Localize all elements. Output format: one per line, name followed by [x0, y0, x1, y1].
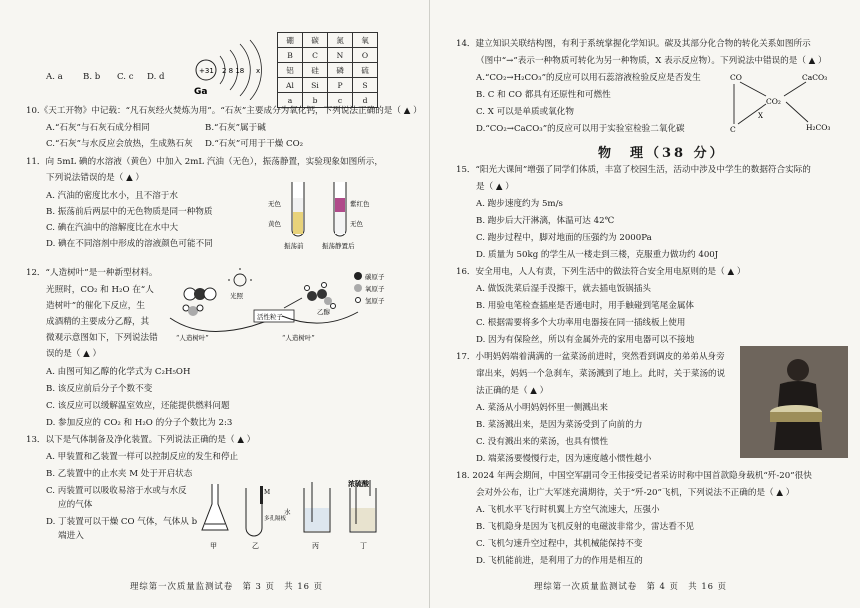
label-purple: 紫红色: [350, 200, 370, 208]
q13-option-d-1: D. 丁装置可以干燥 CO 气体，气体从 b: [46, 517, 198, 527]
physics-section-title: 物 理（38 分）: [598, 146, 726, 161]
q13-option-d-2: 端进入: [58, 531, 84, 541]
gallium-atom-diagram: [180, 30, 270, 100]
label-yi: 乙: [252, 542, 259, 550]
q15-line-1: 15．“阳光大课间”增强了同学们体质，丰富了校园生活，活动中涉及中学生的数据符合实际的: [456, 165, 811, 175]
ga-outer: x: [256, 67, 261, 75]
q11-option-c: C. 碘在汽油中的溶解度比在水中大: [46, 223, 179, 233]
q14-line-1: 14．建立知识关联结构图，有利于系统掌握化学知识。碳及其部分化合物的转化关系如图所示: [456, 39, 811, 49]
legend-oxygen: 氧原子: [365, 285, 385, 293]
q11-stem-2: 下列说法错误的是（ ▲ ）: [46, 173, 145, 183]
q15-option-d: D. 质量为 50kg 的学生从一楼走到三楼，克服重力做功约 400J: [476, 250, 719, 260]
ga-symbol: Ga: [194, 87, 208, 97]
q14-option-b: B. C 和 CO 都具有还原性和可燃性: [476, 90, 611, 100]
q17-option-b: B. 菜汤溅出来，是因为菜汤受到了向前的力: [476, 420, 643, 430]
q10-option-d: D.“石灰”可用于干燥 CO₂: [205, 139, 304, 149]
q12-line-2: 光照时，CO₂ 和 H₂O 在“人: [46, 285, 154, 295]
q10-option-c: C.“石灰”与水反应会放热，生成熟石灰: [46, 139, 193, 149]
q18-option-c: C. 飞机匀速升空过程中，其机械能保持不变: [476, 539, 643, 549]
ga-nucleus: +31: [199, 67, 214, 75]
q12-line-6: 误的是（ ▲ ）: [46, 349, 102, 359]
q12-option-c: C. 该反应可以缓解温室效应，还能提供燃料问题: [46, 401, 230, 411]
q11-option-b: B. 振荡前后两层中的无色物质是同一种物质: [46, 207, 213, 217]
label-yellow: 黄色: [268, 220, 281, 228]
ga-shells: 2 8 18: [222, 67, 245, 75]
q13-option-a: A. 甲装置和乙装置一样可以控制反应的发生和停止: [46, 452, 239, 462]
q11-stem-1: 11．向 5mL 碘的水溶液（黄色）中加入 2mL 汽油（无色），振荡静置，实验现象如图所示，: [26, 157, 383, 167]
ethanol-label: 乙醇: [317, 308, 330, 316]
q17-option-d: D. 端菜汤要慢慢行走，因为速度越小惯性越小: [476, 454, 652, 464]
node-co2: CO₂: [766, 97, 781, 106]
q11-test-tubes: [262, 180, 382, 250]
legend-hydrogen: 氢原子: [365, 297, 385, 305]
q15-option-b: B. 跑步后大汗淋漓，体温可达 42℃: [476, 216, 615, 226]
q12-option-b: B. 该反应前后分子个数不变: [46, 384, 153, 394]
q12-line-3: 造树叶”的催化下反应，生: [46, 301, 145, 311]
label-acid: 浓硫酸: [348, 479, 369, 488]
q16-option-b: B. 用验电笔检查插座是否通电时，用手触碰到笔尾金属体: [476, 301, 695, 311]
node-x: X: [758, 112, 763, 120]
q18-line-1: 18. 2024 年两会期间，中国空军副司令王伟接受记者采访时称中国首款隐身载机“歼-20”很快: [456, 471, 812, 481]
label-after: 振荡静置后: [322, 242, 355, 250]
q12-line-4: 成酒精的主要成分乙醇，其: [46, 317, 150, 327]
q14-line-2: （图中“→”表示一种物质可转化为另一种物质，X 表示反应物）。下列说法中错误的是（ ▲ ）: [476, 56, 827, 66]
q17-line-3: 法正确的是（ ▲ ）: [476, 386, 549, 396]
light-label: 光照: [230, 292, 243, 300]
q15-line-2: 是（ ▲ ）: [476, 182, 514, 192]
q13-option-b: B. 乙装置中的止水夹 M 处于开启状态: [46, 469, 193, 479]
q9-option-a: A. a: [46, 72, 63, 82]
q13-option-c-1: C. 丙装置可以吸收易溶于水或与水反: [46, 486, 187, 496]
q10-stem: 10.《天工开物》中记载：“凡石灰经火焚炼为用”。“石灰”主要成分为氧化钙，下列说法正确的是（ ▲ ）: [26, 106, 422, 116]
q16-stem: 16．安全用电，人人有责，下列生活中的做法符合安全用电原则的是（ ▲ ）: [456, 267, 746, 277]
label-m: M: [264, 489, 271, 496]
node-c: C: [730, 125, 736, 134]
q9-option-b: B. b: [83, 72, 101, 82]
label-before: 振荡前: [284, 242, 304, 250]
leaf-label-2: “人造树叶”: [282, 334, 315, 342]
q12-line-1: 12．“人造树叶”是一种新型材料。: [26, 268, 158, 278]
periodic-table-fragment: 硼 碳 氮 氧 B C N O 铝 硅 磷 硫 Al Si P S a b c d: [277, 32, 378, 108]
q18-option-d: D. 飞机能前进，是利用了力的作用是相互的: [476, 556, 643, 566]
sun-icon: [234, 274, 246, 286]
q10-option-b: B.“石灰”属于碱: [205, 123, 266, 133]
label-colorless-2: 无色: [350, 220, 363, 228]
q17-option-c: C. 没有溅出来的菜汤，也具有惯性: [476, 437, 609, 447]
catalyst-label: 活性粒子: [257, 313, 283, 321]
q18-line-2: 会对外公布，让广大军迷充满期待，关于“歼-20”飞机，下列说法不正确的是（ ▲ ）: [476, 488, 795, 498]
q14-option-c: C. X 可以是单质或氧化物: [476, 107, 574, 117]
label-jia: 甲: [210, 542, 217, 550]
q18-option-b: B. 飞机隐身是因为飞机反射的电磁波非常少，雷达看不见: [476, 522, 695, 532]
q9-option-c: C. c: [117, 72, 134, 82]
q14-option-a: A.“CO₂→H₂CO₃”的反应可以用石蕊溶液检验反应是否发生: [476, 73, 701, 83]
q13-apparatus: [200, 478, 390, 552]
q12-option-d: D. 参加反应的 CO₂ 和 H₂O 的分子个数比为 2:3: [46, 418, 233, 428]
footer-page-4: 理综第一次质量监测试卷 第 4 页 共 16 页: [534, 581, 728, 591]
q16-option-d: D. 因为有保险丝，所以有金属外壳的家用电器可以不接地: [476, 335, 695, 345]
label-ding: 丁: [360, 542, 367, 550]
q14-option-d: D.“CO₂→CaCO₃”的反应可以用于实验室检验二氧化碳: [476, 124, 685, 134]
q13-option-c-2: 应的气体: [58, 500, 93, 510]
label-colorless: 无色: [268, 200, 281, 208]
q17-line-2: 窜出来，妈妈一个急刹车，菜汤溅到了地上。此时，关于菜汤的说: [476, 369, 726, 379]
waitress-soup-photo: [740, 346, 848, 458]
label-bing: 丙: [312, 542, 319, 550]
q11-option-a: A. 汽油的密度比水小，且不溶于水: [46, 191, 178, 201]
q17-option-a: A. 菜汤从小明妈妈怀里一侧溅出来: [476, 403, 608, 413]
q18-option-a: A. 飞机水平飞行时机翼上方空气流速大，压强小: [476, 505, 660, 515]
legend-carbon: 碳原子: [365, 273, 385, 281]
label-water: 水: [284, 508, 291, 516]
leaf-label-1: “人造树叶”: [176, 334, 209, 342]
node-h2co3: H₂CO₃: [806, 123, 831, 132]
page-4: [430, 0, 860, 608]
q10-option-a: A.“石灰”与石灰石成分相同: [46, 123, 150, 133]
q11-option-d: D. 碘在不同溶剂中形成的溶液颜色可能不同: [46, 239, 213, 249]
q15-option-c: C. 跑步过程中，脚对地面的压强约为 2000Pa: [476, 233, 652, 243]
q16-option-c: C. 根据需要将多个大功率用电器接在同一插线板上使用: [476, 318, 686, 328]
q13-stem: 13．以下是气体制备及净化装置。下列说法正确的是（ ▲ ）: [26, 435, 256, 445]
q12-option-a: A. 由图可知乙醇的化学式为 C₂H₅OH: [46, 367, 191, 377]
q14-carbon-diagram: [726, 68, 850, 136]
q12-artificial-leaf-diagram: [162, 268, 398, 344]
node-caco3: CaCO₃: [802, 73, 828, 82]
q15-option-a: A. 跑步速度约为 5m/s: [476, 199, 563, 209]
q9-option-d: D. d: [147, 72, 165, 82]
footer-page-3: 理综第一次质量监测试卷 第 3 页 共 16 页: [130, 581, 324, 591]
q17-line-1: 17．小明妈妈端着满满的一盆菜汤前进时，突然看到调皮的弟弟从身旁: [456, 352, 725, 362]
q12-line-5: 微观示意图如下，下列说法错: [46, 333, 158, 343]
q16-option-a: A. 做饭洗菜后湿手没擦干，就去插电饭锅插头: [476, 284, 651, 294]
label-plate: 多孔隔板: [264, 516, 287, 522]
node-co: CO: [730, 73, 742, 82]
